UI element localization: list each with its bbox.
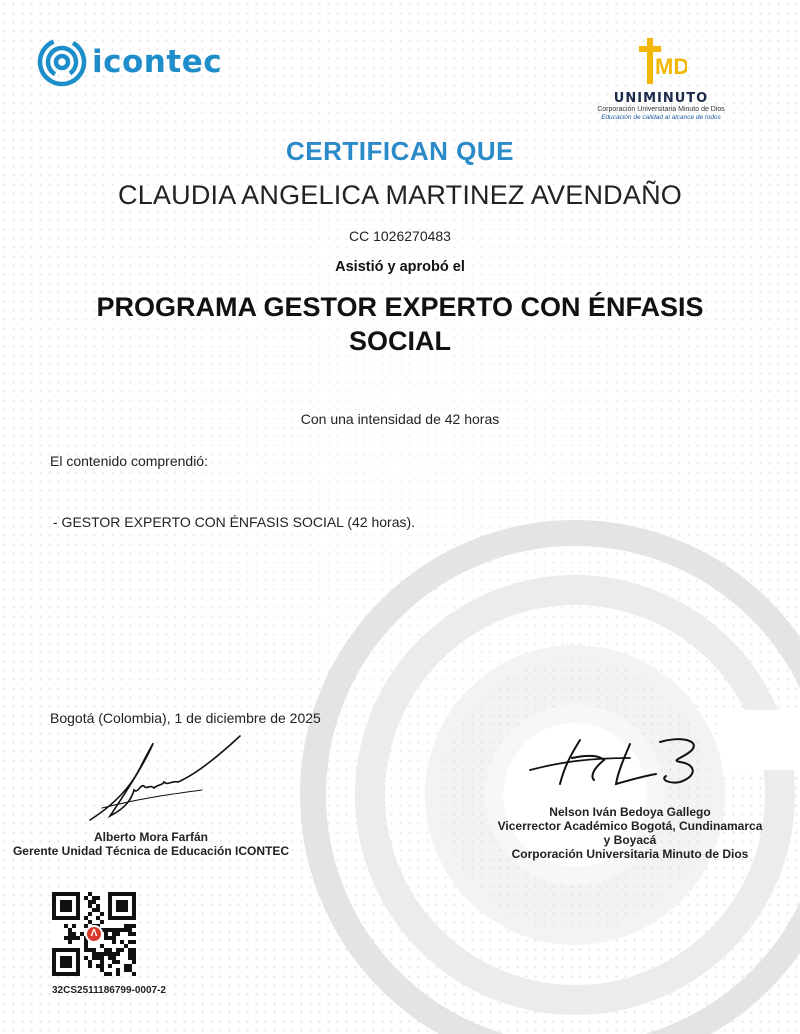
uniminuto-monogram: MD — [655, 54, 687, 79]
attended-text: Asistió y aprobó el — [335, 259, 465, 275]
right-signature — [520, 728, 720, 798]
icontec-mark-icon — [36, 36, 88, 88]
place-date: Bogotá (Colombia), 1 de diciembre de 2025 — [50, 710, 321, 726]
right-signatory-title-1: Vicerrector Académico Bogotá, Cundinamarca — [497, 819, 763, 833]
certificate-heading: CERTIFICAN QUE — [286, 136, 514, 166]
uniminuto-md-icon — [635, 38, 687, 84]
left-signatory-name: Alberto Mora Farfán — [93, 830, 208, 844]
uniminuto-name: UNIMINUTO — [613, 91, 709, 106]
uniminuto-logo — [586, 38, 736, 122]
icontec-logo — [36, 36, 222, 88]
content-label: El contenido comprendió: — [50, 453, 208, 469]
left-signatory — [0, 830, 302, 858]
uniminuto-tagline: Educación de calidad al alcance de todos — [601, 114, 721, 121]
left-signatory-title: Gerente Unidad Técnica de Educación ICONTEC — [12, 844, 290, 858]
left-signature — [82, 728, 252, 828]
icontec-wordmark: icontec — [92, 44, 223, 80]
recipient-name: CLAUDIA ANGELICA MARTINEZ AVENDAÑO — [118, 180, 682, 210]
qr-center-badge-icon: Λ — [85, 925, 103, 943]
right-signatory — [485, 805, 775, 861]
content-item: - GESTOR EXPERTO CON ÉNFASIS SOCIAL (42 horas). — [53, 514, 416, 530]
right-signatory-name: Nelson Iván Bedoya Gallego — [549, 805, 711, 819]
recipient-id: CC 1026270483 — [349, 228, 451, 244]
uniminuto-subtitle: Corporación Universitaria Minuto de Dios — [597, 106, 725, 113]
right-signatory-organization: Corporación Universitaria Minuto de Dios — [511, 847, 749, 861]
program-intensity: Con una intensidad de 42 horas — [300, 411, 500, 427]
verification-code: 32CS2511186799-0007-2 — [52, 985, 166, 996]
right-signatory-title-2: y Boyacá — [603, 833, 657, 847]
qr-code-icon[interactable] — [52, 892, 136, 976]
program-title: PROGRAMA GESTOR EXPERTO CON ÉNFASIS SOCIAL — [96, 292, 704, 356]
